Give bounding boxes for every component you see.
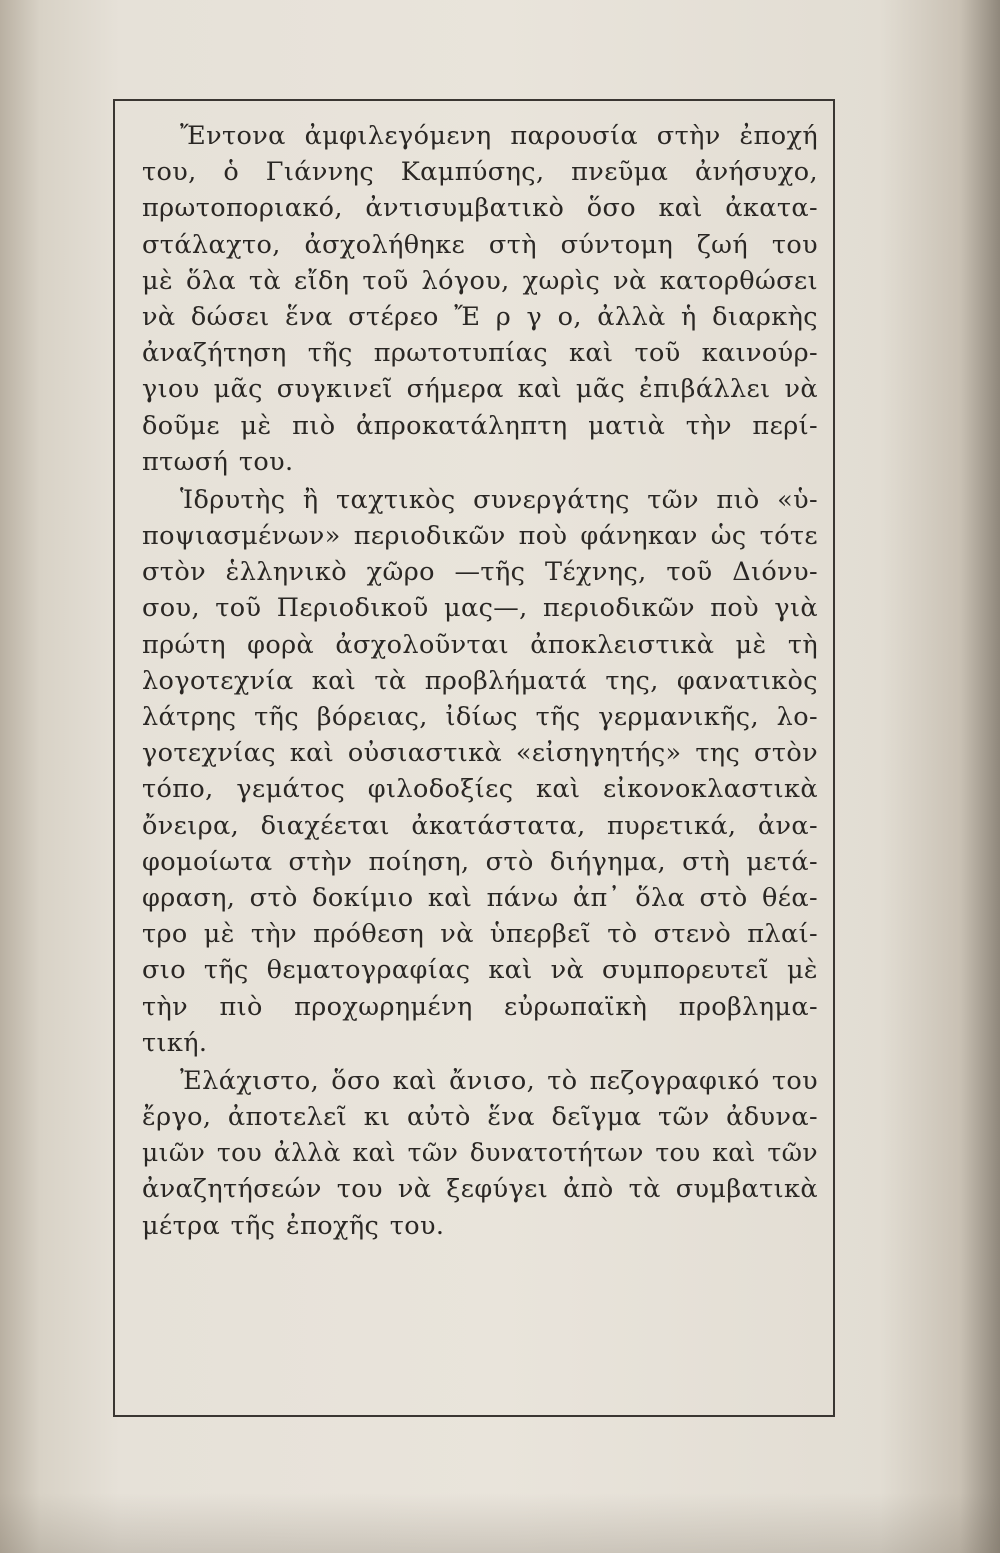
paragraph-3 bbox=[142, 1063, 818, 1244]
text-line: γιου μᾶς συγκινεῖ σήμερα καὶ μᾶς ἐπιβάλλει νὰ bbox=[142, 374, 818, 405]
text-line: σου, τοῦ Περιοδικοῦ μας—, περιοδικῶν ποὺ γιὰ bbox=[142, 593, 818, 624]
text-line: νὰ δώσει ἕνα στέρεο Ἔ ρ γ ο, ἀλλὰ ἡ διαρκὴς bbox=[142, 301, 818, 332]
text-line: ἀναζητήσεών του νὰ ξεφύγει ἀπὸ τὰ συμβατικὰ bbox=[142, 1174, 818, 1205]
text-line: ἔργο, ἀποτελεῖ κι αὐτὸ ἕνα δεῖγμα τῶν ἀδυνα- bbox=[142, 1102, 818, 1133]
text-line: τὴν πιὸ προχωρημένη εὐρωπαϊκὴ προβλημα- bbox=[142, 991, 818, 1022]
book-flap-text bbox=[142, 118, 818, 1244]
text-line: γοτεχνίας καὶ οὐσιαστικὰ «εἰσηγητής» της στὸν bbox=[142, 738, 818, 769]
text-line: δοῦμε μὲ πιὸ ἀπροκατάληπτη ματιὰ τὴν περί- bbox=[142, 410, 818, 441]
text-line: μὲ ὅλα τὰ εἴδη τοῦ λόγου, χωρὶς νὰ κατορθώσει bbox=[142, 265, 818, 296]
text-line: στάλαχτο, ἀσχολήθηκε στὴ σύντομη ζωή του bbox=[142, 229, 818, 260]
text-line: πρώτη φορὰ ἀσχολοῦνται ἀποκλειστικὰ μὲ τὴ bbox=[142, 629, 818, 660]
text-line: λογοτεχνία καὶ τὰ προβλήματά της, φανατικὸς bbox=[142, 665, 818, 696]
text-line: Ἔντονα ἀμφιλεγόμενη παρουσία στὴν ἐποχή bbox=[180, 121, 818, 151]
text-line: μιῶν του ἀλλὰ καὶ τῶν δυνατοτήτων του καὶ τῶν bbox=[142, 1138, 818, 1168]
text-line: στὸν ἑλληνικὸ χῶρο —τῆς Τέχνης, τοῦ Διόνυ- bbox=[142, 557, 818, 588]
text-line: φομοίωτα στὴν ποίηση, στὸ διήγημα, στὴ μετά- bbox=[142, 846, 818, 877]
text-line: σιο τῆς θεματογραφίας καὶ νὰ συμπορευτεῖ μὲ bbox=[142, 955, 818, 986]
paragraph-2 bbox=[142, 482, 818, 1061]
page-edge-shadow bbox=[0, 1493, 1000, 1553]
text-line: πτωσή του. bbox=[142, 446, 294, 477]
text-line: μέτρα τῆς ἐποχῆς του. bbox=[142, 1210, 445, 1241]
text-line: τόπο, γεμάτος φιλοδοξίες καὶ εἰκονοκλαστικὰ bbox=[142, 774, 818, 805]
text-line: λάτρης τῆς βόρειας, ἰδίως τῆς γερμανικῆς, λο- bbox=[142, 702, 818, 732]
text-line: ἀναζήτηση τῆς πρωτοτυπίας καὶ τοῦ καινούρ- bbox=[142, 338, 818, 369]
text-line: τρο μὲ τὴν πρόθεση νὰ ὑπερβεῖ τὸ στενὸ πλαί- bbox=[142, 919, 818, 950]
paragraph-1 bbox=[142, 118, 818, 480]
text-line: Ἱδρυτὴς ἢ ταχτικὸς συνεργάτης τῶν πιὸ «ὑ- bbox=[180, 484, 818, 515]
text-line: ὄνειρα, διαχέεται ἀκατάστατα, πυρετικά, ἀνα- bbox=[142, 810, 818, 841]
text-line: πρωτοποριακό, ἀντισυμβατικὸ ὅσο καὶ ἀκατα- bbox=[142, 193, 818, 224]
text-line: φραση, στὸ δοκίμιο καὶ πάνω ἀπ᾿ ὅλα στὸ θέα- bbox=[142, 882, 818, 913]
text-line: τική. bbox=[142, 1027, 208, 1058]
text-line: Ἐλάχιστο, ὅσο καὶ ἄνισο, τὸ πεζογραφικό του bbox=[180, 1065, 818, 1096]
text-line: ποψιασμένων» περιοδικῶν ποὺ φάνηκαν ὡς τότε bbox=[142, 521, 818, 552]
text-line: του, ὁ Γιάννης Καμπύσης, πνεῦμα ἀνήσυχο, bbox=[142, 157, 818, 188]
